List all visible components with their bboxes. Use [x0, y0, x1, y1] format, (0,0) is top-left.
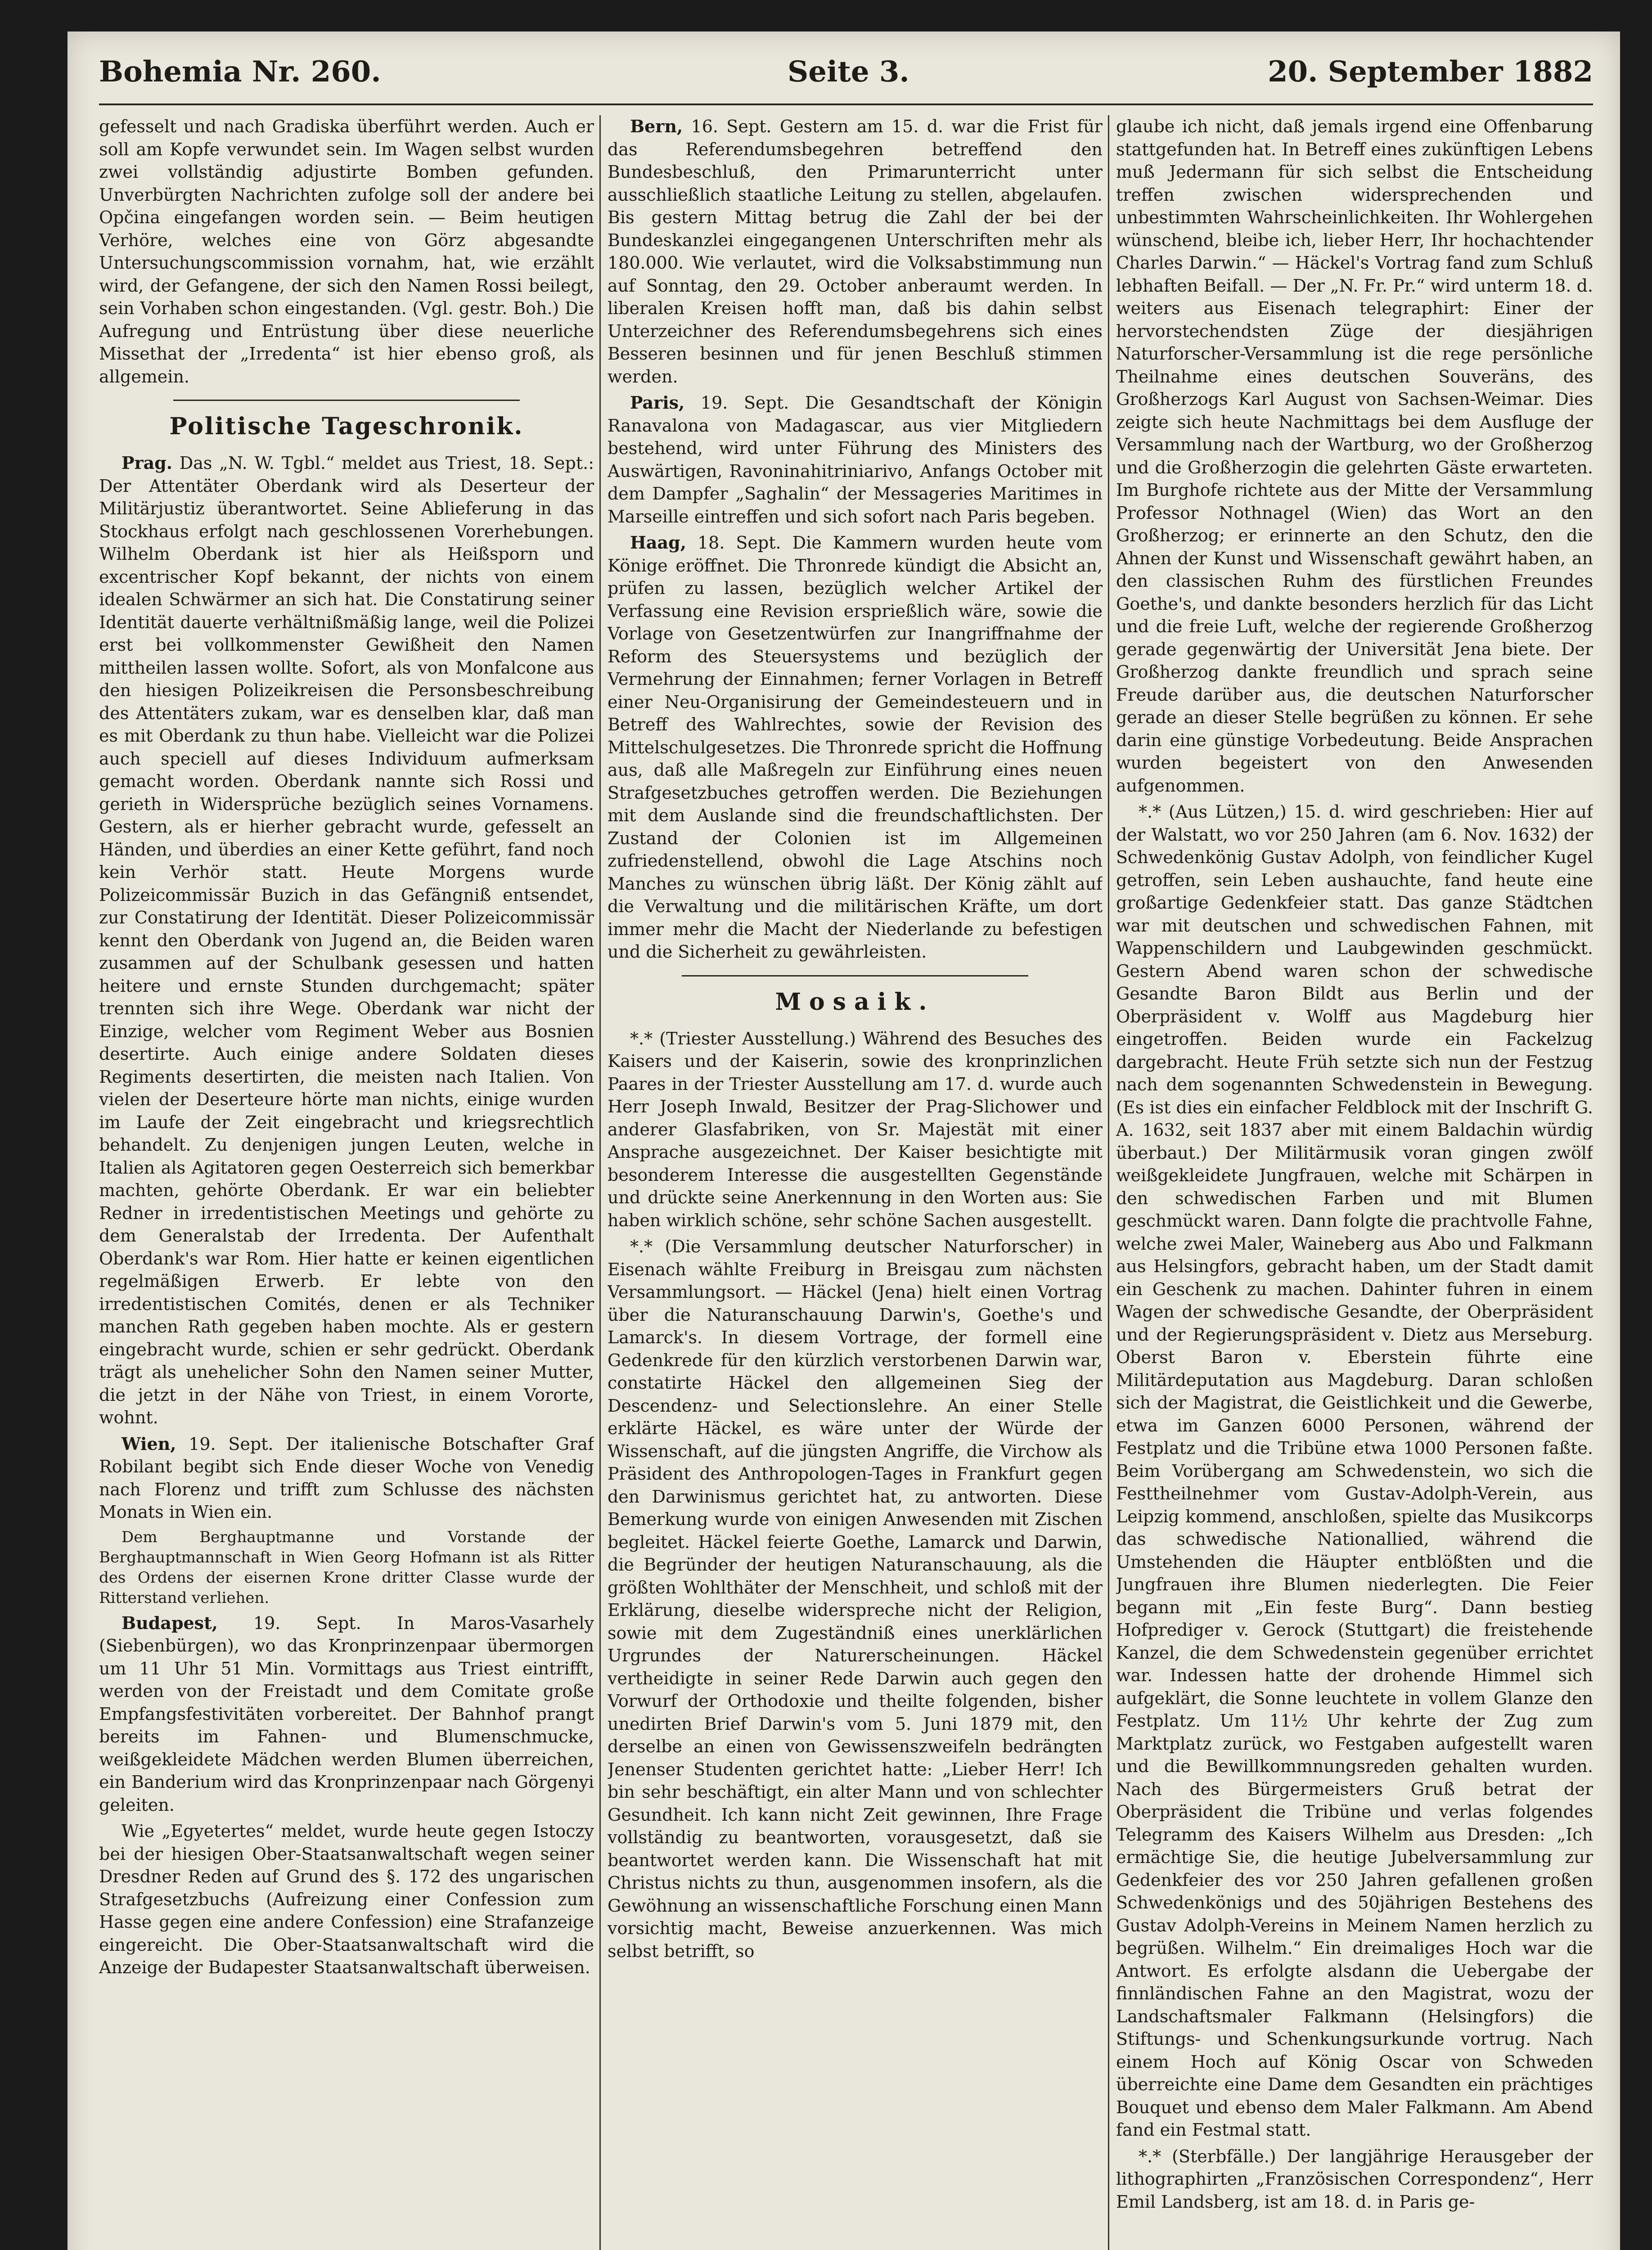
- page-header: [99, 55, 1593, 104]
- column-2: [608, 115, 1103, 2250]
- article-bern: [608, 115, 1103, 388]
- article-sterbfaelle: *.* (Sterbfälle.) Der langjährige Herausgeber der lithographirten „Französischen Correspondenz“, Herr Emil Landsberg, ist am 18. d. in Paris ge-: [1116, 2146, 1593, 2212]
- dateline-place: Bern,: [630, 116, 683, 136]
- article-text: 19. Sept. Die Gesandtschaft der Königin Ranavalona von Madagascar, aus vier Mitgliedern bestehend, wird unter Führung des Ministers des Auswärtigen, Ravoninahitriniarivo, Anfangs October mit dem Dampfer „Saghalin“ der Messageries Maritimes in Marseille eintreffen und sich sofort nach Paris begeben.: [608, 393, 1103, 526]
- masthead-issue: Bohemia Nr. 260.: [99, 55, 381, 89]
- dateline-place: Prag.: [122, 453, 173, 473]
- article-wien: [99, 1433, 594, 1524]
- section-heading-mosaik: Mosaik.: [775, 988, 935, 1016]
- header-rule: [99, 104, 1593, 105]
- article-budapest: [99, 1612, 594, 1817]
- page-number: Seite 3.: [788, 55, 909, 89]
- issue-date: 20. September 1882: [1268, 55, 1593, 89]
- article-luetzen: *.* (Aus Lützen,) 15. d. wird geschrieben: Hier auf der Walstatt, wo vor 250 Jahren (am 6. Nov. 1632) der Schwedenkönig Gustav Adolph, von feindlicher Kugel getroffen, sein Leben aushauchte, fand heute eine großartige Gedenkfeier statt. Das ganze Städtchen war mit deutschen und schwedischen Fahnen, mit Wappenschildern und Laubgewinden geschmückt. Gestern Abend waren schon der schwedische Gesandte Baron Bildt aus Berlin und der Oberpräsident v. Wolff aus Magdeburg hier eingetroffen. Beiden wurde ein Fackelzug dargebracht. Heute Früh setzte sich nun der Festzug nach dem sogenannten Schwedenstein in Bewegung. (Es ist dies ein einfacher Feldblock mit der Inschrift G. A. 1632, seit 1837 aber mit einem Baldachin würdig überbaut.) Der Militärmusik voran gingen zwölf weißgekleidete Jungfrauen, welche mit Schärpen in den schwedischen Farben und mit Blumen geschmückt waren. Dann folgte die prachtvolle Fahne, welche zwei Maler, Waineberg aus Abo und Falkmann aus Helsingfors, gebracht haben, um der Stadt damit ein Geschenk zu machen. Dahinter fuhren in einem Wagen der schwedische Gesandte, der Oberpräsident und der Regierungspräsident v. Dietz aus Merseburg. Oberst Baron v. Eberstein führte eine Militärdeputation aus Magdeburg. Daran schloßen sich der Magistrat, die Geistlichkeit und die Gewerbe, etwa im Ganzen 6000 Personen, während der Festplatz und die Tribüne etwa 1000 Personen faßte. Beim Vorübergang am Schwedenstein, wo sich die Festtheilnehmer vom Gustav-Adolph-Verein, aus Leipzig kommend, anschloßen, spielte das Musikcorps das schwedische Nationallied, während die Umstehenden die Häupter entblößten und die Jungfrauen ihre Blumen niederlegten. Die Feier begann mit „Ein feste Burg“. Dann bestieg Hofprediger v. Gerock (Stuttgart) die freistehende Kanzel, die dem Schwedenstein gegenüber errichtet war. Indessen hatte der drohende Himmel sich aufgeklärt, die Sonne leuchtete in vollem Glanze den Festplatz. Um 11½ Uhr kehrte der Zug zum Marktplatz zurück, wo Festgaben aufgestellt waren und die Bewillkommnungsreden gehalten wurden. Nach des Bürgermeisters Gruß betrat der Oberpräsident die Tribüne und verlas folgendes Telegramm des Kaisers Wilhelm aus Dresden: „Ich ermächtige Sie, die heutige Jubelversammlung zur Gedenkfeier des vor 250 Jahren gefallenen großen Schwedenkönigs und des 50jährigen Bestehens des Gustav Adolph-Vereins in Meinem Namen herzlich zu begrüßen. Wilhelm.“ Ein dreimaliges Hoch war die Antwort. Es erfolgte alsdann die Uebergabe der finnländischen Fahne an den Magistrat, wozu der Landschaftsmaler Falkmann (Helsingfors) die Stiftungs- und Schenkungsurkunde vortrug. Nach einem Hoch auf König Oscar von Schweden überreichte eine Dame dem Gesandten ein prächtiges Bouquet und ebenso dem Maler Falkmann. Am Abend fand ein Festmal statt.: [1116, 802, 1593, 2140]
- notice-berghauptmann: Dem Berghauptmanne und Vorstande der Berghauptmannschaft in Wien Georg Hofmann ist als Ritter des Ordens der eisernen Krone dritter Classe wurde der Ritterstand verliehen.: [99, 1528, 594, 1607]
- article-egyetertes: Wie „Egyetertes“ meldet, wurde heute gegen Istoczy bei der hiesigen Ober-Staatsanwaltschaft wegen seiner Dresdner Reden auf Grund des §. 172 des ungarischen Strafgesetzbuchs (Aufreizung einer Confession zum Hasse gegen eine andere Confession) eine Strafanzeige eingereicht. Die Ober-Staatsanwaltschaft wird die Anzeige der Budapester Staatsanwaltschaft überweisen.: [99, 1821, 594, 1977]
- column-rule-1: [599, 115, 601, 2250]
- article-naturforscher-cont: glaube ich nicht, daß jemals irgend eine Offenbarung stattgefunden hat. In Betreff eines zukünftigen Lebens muß Jedermann für sich selbst die Entscheidung treffen zwischen widersprechenden und unbestimmten Wahrscheinlichkeiten. Ihr Wohlergehen wünschend, bleibe ich, lieber Herr, Ihr hochachtender Charles Darwin.“ — Häckel's Vortrag fand zum Schluß lebhaften Beifall. — Der „N. Fr. Pr.“ wird unterm 18. d. weiters aus Eisenach telegraphirt: Einer der hervorstechendsten Züge der diesjährigen Naturforscher-Versammlung ist die rege persönliche Theilnahme eines deutschen Souveräns, des Großherzogs Karl August von Sachsen-Weimar. Dies zeigte sich heute Nachmittags bei dem Ausfluge der Versammlung nach der Wartburg, wo der Großherzog und die Großherzogin die gelehrten Gäste erwarteten. Im Burghofe richtete aus der Mitte der Versammlung Professor Nothnagel (Wien) das Wort an den Großherzog; er erinnerte an den Schutz, den die Ahnen der Kunst und Wissenschaft gewährt haben, an den classischen Ruhm des fürstlichen Freundes Goethe's, und dankte besonders herzlich für das Licht und die freie Luft, welche der regierende Großherzog gerade gegenwärtig der Universität Jena biete. Der Großherzog dankte freundlich und sprach seine Freude darüber aus, die deutschen Naturforscher gerade an dieser Stelle begrüßen zu können. Er sehe darin eine günstige Vorbedeutung. Beide Ansprachen wurden begeistert von den Anwesenden aufgenommen.: [1116, 117, 1593, 796]
- article-naturforscher: *.* (Die Versammlung deutscher Naturforscher) in Eisenach wählte Freiburg in Breisgau zum nächsten Versammlungsort. — Häckel (Jena) hielt einen Vortrag über die Naturanschauung Darwin's, Goethe's und Lamarck's. In diesem Vortrage, der formell eine Gedenkrede für den kürzlich verstorbenen Darwin war, constatirte Häckel den allgemeinen Sieg der Descendenz- und Selectionslehre. An einer Stelle erklärte Häckel, es wäre unter der Würde der Wissenschaft, auf die jüngsten Angriffe, die Virchow als Präsident des Anthropologen-Tages in Frankfurt gegen den Darwinismus gerichtet hat, zu antworten. Diese Bemerkung wurde von einigen Anwesenden mit Zischen begleitet. Häckel feierte Goethe, Lamarck und Darwin, die Begründer der heutigen Naturanschauung, als die größten Wohlthäter der Menschheit, und schloß mit der Erklärung, dieselbe widerspreche nicht der Religion, sowie mit dem Zugeständniß eines unerklärlichen Urgrundes der Naturerscheinungen. Häckel vertheidigte in seiner Rede Darwin auch gegen den Vorwurf der Orthodoxie und theilte folgenden, bisher unedirten Brief Darwin's vom 5. Juni 1879 mit, den derselbe an einen von Gewissenszweifeln bedrängten Jenenser Studenten gerichtet hatte: „Lieber Herr! Ich bin sehr beschäftigt, ein alter Mann und von schlechter Gesundheit. Ich kann nicht Zeit gewinnen, Ihre Frage vollständig zu beantworten, vorausgesetzt, daß sie beantwortet werden kann. Die Wissenschaft hat mit Christus nichts zu thun, ausgenommen insofern, als die Gewöhnung an wissenschaftliche Forschung einen Mann vorsichtig macht, Beweise anzuerkennen. Was mich selbst betrifft, so: [608, 1237, 1103, 1961]
- dateline-place: Budapest,: [122, 1612, 218, 1633]
- column-1: [99, 115, 594, 2250]
- column-rule-2: [1108, 115, 1109, 2250]
- article-haag: [608, 531, 1103, 963]
- article-continuation: gefesselt und nach Gradiska überführt werden. Auch er soll am Kopfe verwundet sein. Im Wagen selbst wurden zwei vollständig adjustirte Bomben gefunden. Unverbürgten Nachrichten zufolge soll der andere bei Opčina eingefangen worden sein. — Beim heutigen Verhöre, welches eine von Görz abgesandte Untersuchungscommission vornahm, hat, wie erzählt wird, der Gefangene, der sich den Namen Rossi beilegt, sein Vorhaben schon eingestanden. (Vgl. gestr. Boh.) Die Aufregung und Entrüstung über diese neuerliche Missethat der „Irredenta“ ist hier ebenso groß, als allgemein.: [99, 117, 594, 387]
- section-heading-politics: Politische Tageschronik.: [169, 413, 524, 440]
- article-text: 19. Sept. In Maros-Vasarhely (Siebenbürgen), wo das Kronprinzenpaar übermorgen um 11 Uhr 51 Min. Vormittags aus Triest eintrifft, werden von der Freistadt und dem Comitate große Empfangsfestivitäten vorbereitet. Der Bahnhof prangt bereits im Fahnen- und Blumenschmucke, weißgekleidete Mädchen werden Blumen überreichen, ein Banderium wird das Kronprinzenpaar nach Görgenyi geleiten.: [99, 1613, 594, 1815]
- section-divider: [173, 400, 520, 401]
- article-text: 16. Sept. Gestern am 15. d. war die Frist für das Referendumsbegehren betreffend den Bundesbeschluß, den Primarunterricht unter ausschließlich staatliche Leitung zu stellen, abgelaufen. Bis gestern Mittag betrug die Zahl der bei der Bundeskanzlei eingegangenen Unterschriften mehr als 180.000. Wie verlautet, wird die Volksabstimmung nun auf Sonntag, den 29. October anberaumt werden. In liberalen Kreisen hofft man, daß bis dahin selbst Unterzeichner des Referendumsbegehrens sich eines Besseren besinnen und für jenen Beschluß stimmen werden.: [608, 117, 1103, 387]
- dateline-place: Paris,: [630, 392, 685, 413]
- article-text: 18. Sept. Die Kammern wurden heute vom Könige eröffnet. Die Thronrede kündigt die Absicht an, prüfen zu lassen, bezüglich welcher Artikel der Verfassung eine Revision ersprießlich wäre, sowie die Vorlage von Gesetzentwürfen zur Inangriffnahme der Reform des Steuersystems und bezüglich der Vermehrung der Einnahmen; ferner Vorlagen in Betreff einer Neu-Organisirung der Gemeindesteuern und in Betreff des Wahlrechtes, sowie der Revision des Mittelschulgesetzes. Die Thronrede spricht die Hoffnung aus, daß alle Maßregeln zur Einführung eines neuen Strafgesetzbuches getroffen werden. Die Beziehungen mit dem Auslande sind die freundschaftlichsten. Der Zustand der Colonien ist im Allgemeinen zufriedenstellend, obwohl die Lage Atschins noch Manches zu wünschen übrig läßt. Der König zählt auf die Verwaltung und die militärischen Kräfte, um dort immer mehr die Macht der Niederlande zu befestigen und die Sicherheit zu gewährleisten.: [608, 533, 1103, 962]
- dateline-place: Haag,: [630, 532, 686, 553]
- column-3: [1116, 115, 1593, 2250]
- article-paris: [608, 392, 1103, 528]
- section-divider: [682, 975, 1028, 976]
- article-text: Das „N. W. Tgbl.“ meldet aus Triest, 18. Sept.: Der Attentäter Oberdank wird als Deserteur der Militärjustiz überantwortet. Seine Ablieferung in das Stockhaus erfolgt nach geschlossenen Vorerhebungen. Wilhelm Oberdank ist hier als Heißsporn und excentrischer Kopf bekannt, der nichts von einem idealen Schwärmer an sich hat. Die Constatirung seiner Identität dauerte verhältnißmäßig lange, weil die Polizei erst bei vollkommenster Gewißheit den Namen mittheilen lassen wollte. Sofort, als von Monfalcone aus den hiesigen Polizeikreisen die Personsbeschreibung des Attentäters zukam, war es denselben klar, daß man es mit Oberdank zu thun habe. Vielleicht war die Polizei auch speciell auf dieses Individuum aufmerksam gemacht worden. Oberdank nannte sich Rossi und gerieth in Widersprüche bezüglich seines Vornamens. Gestern, als er hierher gebracht wurde, gefesselt an Händen, und überdies an einer Kette geführt, fand noch kein Verhör statt. Heute Morgens wurde Polizeicommissär Buzich in das Gefängniß entsendet, zur Constatirung der Identität. Dieser Polizeicommissär kennt den Oberdank von Jugend an, die Beiden waren zusammen auf der Schulbank gesessen und hatten heitere und ernste Stunden durchgemacht; später trennten sich ihre Wege. Oberdank war nicht der Einzige, welcher vom Regiment Weber aus Bosnien desertirte. Auch einige andere Soldaten dieses Regiments desertirten, die meisten nach Italien. Von vielen der Deserteure hörte man nichts, einige wurden im Laufe der Zeit eingebracht und kriegsrechtlich behandelt. Zu denjenigen jungen Leuten, welche in Italien als Agitatoren gegen Oesterreich sich bemerkbar machten, gehörte Oberdank. Er war ein beliebter Redner in irredentistischen Meetings und gehörte zu dem Generalstab der Irredenta. Der Aufenthalt Oberdank's war Rom. Hier hatte er keinen eigentlichen regelmäßigen Erwerb. Er lebte von den irredentistischen Comités, denen er als Techniker manchen Rath gegeben haben mochte. Als er gestern eingebracht wurde, schien er sehr gedrückt. Oberdank trägt als unehelicher Sohn den Namen seiner Mutter, die jetzt in der Nähe von Triest, in einem Vororte, wohnt.: [99, 453, 594, 1427]
- article-text: 19. Sept. Der italienische Botschafter Graf Robilant begibt sich Ende dieser Woche von Venedig nach Florenz und trifft zum Schlusse des nächsten Monats in Wien ein.: [99, 1434, 594, 1522]
- dateline-place: Wien,: [122, 1433, 176, 1454]
- article-prag: [99, 452, 594, 1429]
- article-triest-ausstellung: *.* (Triester Ausstellung.) Während des Besuches des Kaisers und der Kaiserin, sowie des kronprinzlichen Paares in der Triester Ausstellung am 17. d. wurde auch Herr Joseph Inwald, Besitzer der Prag-Slichower und anderer Glasfabriken, von Sr. Majestät mit einer Ansprache ausgezeichnet. Der Kaiser besichtigte mit besonderem Interesse die ausgestellten Gegenstände und drückte seine Anerkennung in den Worten aus: Sie haben wirklich schöne, sehr schöne Sachen ausgestellt.: [608, 1028, 1103, 1230]
- newspaper-page: [68, 32, 1620, 2250]
